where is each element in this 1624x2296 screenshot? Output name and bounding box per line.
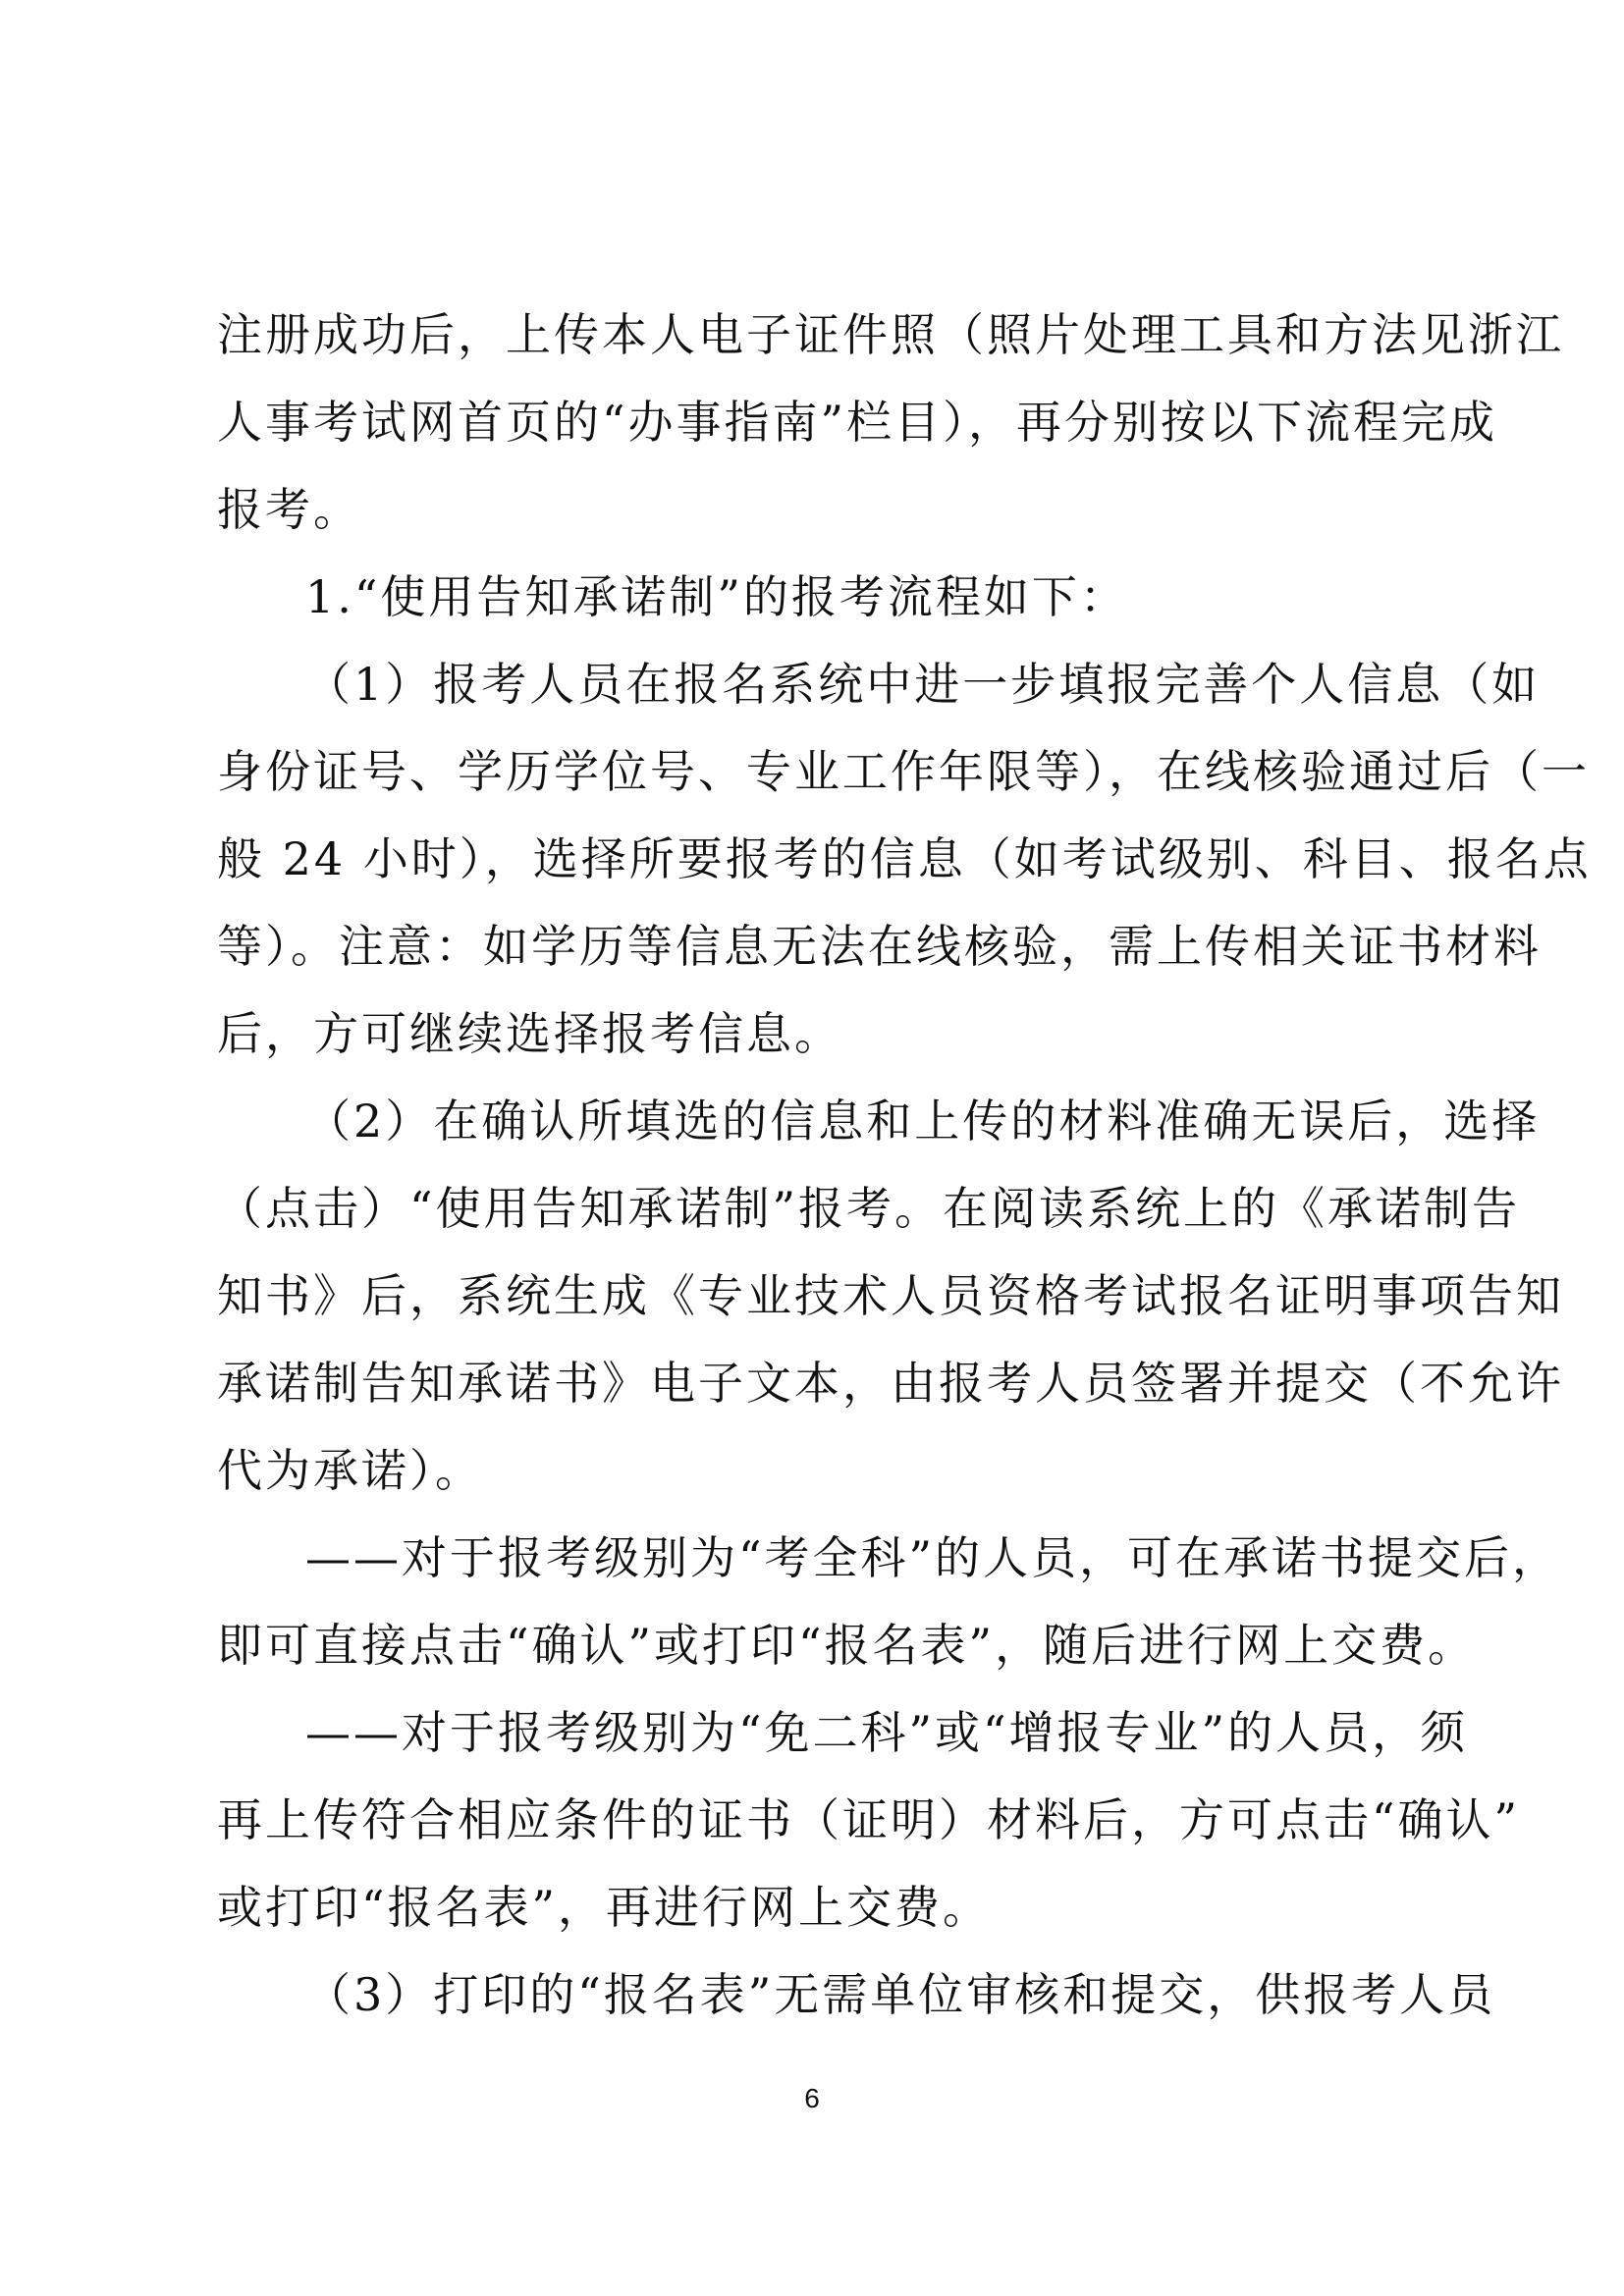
paragraph-line: （1）报考人员在报名系统中进一步填报完善个人信息（如 — [305, 658, 1541, 711]
paragraph-line: 人事考试网首页的“办事指南”栏目），再分别按以下流程完成 — [217, 396, 1498, 449]
page-number: 6 — [804, 2083, 820, 2113]
paragraph-line: ——对于报考级别为“考全科”的人员，可在承诺书提交后， — [305, 1531, 1561, 1584]
paragraph-line: 承诺制告知承诺书》电子文本，由报考人员签署并提交（不允许 — [217, 1357, 1564, 1410]
paragraph-line: 或打印“报名表”，再进行网上交费。 — [217, 1881, 992, 1934]
paragraph-line: 代为承诺）。 — [217, 1444, 483, 1497]
paragraph-line: （2）在确认所填选的信息和上传的材料准确无误后，选择 — [305, 1095, 1541, 1148]
paragraph-line: 身份证号、学历学位号、专业工作年限等），在线核验通过后（一 — [217, 745, 1590, 798]
paragraph-line: （点击）“使用告知承诺制”报考。在阅读系统上的《承诺制告 — [217, 1182, 1521, 1235]
paragraph-line: 般 24 小时），选择所要报考的信息（如考试级别、科目、报名点 — [217, 832, 1592, 885]
paragraph-line: 注册成功后，上传本人电子证件照（照片处理工具和方法见浙江 — [217, 308, 1564, 361]
paragraph-line: （3）打印的“报名表”无需单位审核和提交，供报考人员 — [305, 1968, 1496, 2021]
paragraph-line: 报考。 — [217, 483, 361, 536]
paragraph-line: 后，方可继续选择报考信息。 — [217, 1007, 842, 1060]
section-heading: 1.“使用告知承诺制”的报考流程如下： — [305, 570, 1128, 623]
paragraph-line: 等）。注意：如学历等信息无法在线核验，需上传相关证书材料 — [217, 920, 1542, 973]
paragraph-line: 即可直接点击“确认”或打印“报名表”，随后进行网上交费。 — [217, 1619, 1477, 1672]
paragraph-line: 知书》后，系统生成《专业技术人员资格考试报名证明事项告知 — [217, 1269, 1564, 1322]
paragraph-line: ——对于报考级别为“免二科”或“增报专业”的人员，须 — [305, 1706, 1469, 1759]
paragraph-line: 再上传符合相应条件的证书（证明）材料后，方可点击“确认” — [217, 1793, 1521, 1846]
